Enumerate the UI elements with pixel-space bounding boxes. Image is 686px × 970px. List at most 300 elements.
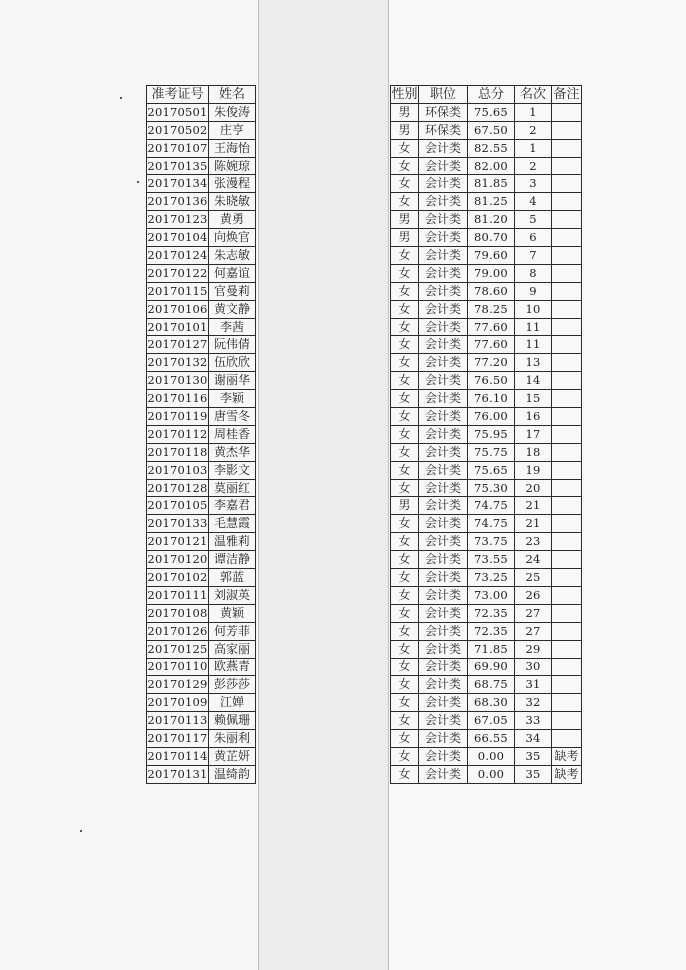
table-row [147,354,256,372]
cell-gender: 女 [391,443,419,461]
cell-rank: 17 [515,425,552,443]
cell-gender: 女 [391,569,419,587]
table-row [147,640,256,658]
cell-rank: 2 [515,121,552,139]
cell-exam-id: 20170104 [147,229,209,247]
table-row [147,408,256,426]
cell-exam-id: 20170121 [147,533,209,551]
cell-position: 会计类 [419,747,468,765]
cell-gender: 女 [391,712,419,730]
table-row [147,765,256,783]
cell-position: 会计类 [419,175,468,193]
table-row [391,676,582,694]
cell-name: 赖佩珊 [209,712,256,730]
table-row [391,497,582,515]
cell-gender: 女 [391,408,419,426]
cell-rank: 31 [515,676,552,694]
cell-exam-id: 20170120 [147,551,209,569]
cell-exam-id: 20170111 [147,586,209,604]
cell-gender: 男 [391,103,419,121]
cell-rank: 20 [515,479,552,497]
cell-remarks [552,622,582,640]
cell-gender: 女 [391,282,419,300]
cell-remarks [552,390,582,408]
cell-gender: 女 [391,479,419,497]
cell-remarks [552,354,582,372]
table-row [147,586,256,604]
cell-name: 温绮韵 [209,765,256,783]
cell-position: 会计类 [419,336,468,354]
table-row [391,211,582,229]
cell-remarks [552,604,582,622]
cell-remarks [552,175,582,193]
table-row [147,515,256,533]
table-row [147,193,256,211]
table-row [391,694,582,712]
cell-position: 会计类 [419,193,468,211]
cell-gender: 女 [391,318,419,336]
table-row [147,747,256,765]
cell-rank: 34 [515,730,552,748]
cell-position: 会计类 [419,622,468,640]
table-row [147,211,256,229]
table-row [391,604,582,622]
cell-total-score: 78.60 [468,282,515,300]
cell-exam-id: 20170127 [147,336,209,354]
cell-gender: 女 [391,604,419,622]
table-header-row [391,86,582,104]
cell-gender: 女 [391,157,419,175]
cell-position: 会计类 [419,497,468,515]
cell-rank: 18 [515,443,552,461]
cell-total-score: 77.60 [468,336,515,354]
table-row [391,372,582,390]
cell-exam-id: 20170115 [147,282,209,300]
table-row [391,658,582,676]
cell-gender: 女 [391,354,419,372]
table-row [147,157,256,175]
cell-position: 会计类 [419,229,468,247]
cell-position: 会计类 [419,640,468,658]
table-row [391,408,582,426]
cell-remarks [552,247,582,265]
cell-remarks [552,658,582,676]
cell-name: 伍欣欣 [209,354,256,372]
table-row [391,640,582,658]
cell-name: 陈婉琼 [209,157,256,175]
cell-exam-id: 20170107 [147,139,209,157]
cell-total-score: 68.75 [468,676,515,694]
cell-total-score: 78.25 [468,300,515,318]
cell-rank: 32 [515,694,552,712]
cell-total-score: 82.00 [468,157,515,175]
cell-remarks: 缺考 [552,747,582,765]
cell-total-score: 75.30 [468,479,515,497]
cell-gender: 女 [391,139,419,157]
cell-position: 会计类 [419,569,468,587]
table-header-row [147,86,256,104]
table-row [147,282,256,300]
table-row [147,461,256,479]
cell-rank: 6 [515,229,552,247]
table-row [391,515,582,533]
cell-remarks [552,193,582,211]
cell-gender: 男 [391,497,419,515]
cell-remarks [552,497,582,515]
right-score-table [390,85,582,784]
cell-position: 会计类 [419,354,468,372]
cell-remarks [552,443,582,461]
table-row [147,551,256,569]
table-row [391,765,582,783]
cell-name: 张漫程 [209,175,256,193]
cell-remarks [552,139,582,157]
table-row [391,121,582,139]
cell-gender: 女 [391,747,419,765]
column-header-rank: 名次 [515,86,552,104]
cell-exam-id: 20170124 [147,247,209,265]
table-row [391,229,582,247]
table-row [147,121,256,139]
cell-exam-id: 20170130 [147,372,209,390]
cell-total-score: 77.60 [468,318,515,336]
cell-rank: 33 [515,712,552,730]
cell-exam-id: 20170126 [147,622,209,640]
table-row [391,336,582,354]
cell-rank: 5 [515,211,552,229]
cell-remarks [552,533,582,551]
cell-position: 会计类 [419,443,468,461]
cell-name: 朱俊涛 [209,103,256,121]
cell-rank: 35 [515,765,552,783]
table-row [391,247,582,265]
table-row [391,300,582,318]
table-row [391,103,582,121]
cell-name: 何嘉谊 [209,264,256,282]
table-row [147,658,256,676]
cell-name: 唐雪冬 [209,408,256,426]
table-row [391,139,582,157]
cell-name: 高家丽 [209,640,256,658]
cell-rank: 25 [515,569,552,587]
column-header-total-score: 总分 [468,86,515,104]
cell-remarks [552,551,582,569]
cell-total-score: 81.25 [468,193,515,211]
cell-remarks [552,479,582,497]
cell-name: 向焕官 [209,229,256,247]
scan-speck [80,830,82,832]
cell-remarks [552,229,582,247]
table-row [147,103,256,121]
cell-exam-id: 20170118 [147,443,209,461]
cell-name: 谭洁静 [209,551,256,569]
table-row [147,139,256,157]
cell-exam-id: 20170131 [147,765,209,783]
table-row [147,229,256,247]
cell-gender: 女 [391,247,419,265]
cell-position: 环保类 [419,121,468,139]
table-row [147,694,256,712]
table-row [147,390,256,408]
cell-gender: 男 [391,121,419,139]
cell-rank: 30 [515,658,552,676]
cell-exam-id: 20170128 [147,479,209,497]
cell-name: 阮伟倩 [209,336,256,354]
cell-total-score: 73.00 [468,586,515,604]
cell-name: 温雅莉 [209,533,256,551]
table-row [391,282,582,300]
cell-remarks [552,569,582,587]
cell-name: 朱晓敏 [209,193,256,211]
column-header-gender: 性别 [391,86,418,102]
cell-total-score: 82.55 [468,139,515,157]
cell-total-score: 77.20 [468,354,515,372]
cell-exam-id: 20170113 [147,712,209,730]
cell-total-score: 79.60 [468,247,515,265]
table-row [391,712,582,730]
table-row [147,479,256,497]
cell-name: 黄文静 [209,300,256,318]
cell-total-score: 81.85 [468,175,515,193]
cell-rank: 16 [515,408,552,426]
cell-gender: 女 [391,390,419,408]
cell-total-score: 69.90 [468,658,515,676]
cell-remarks [552,121,582,139]
scan-speck [120,97,122,99]
cell-exam-id: 20170106 [147,300,209,318]
cell-name: 王海怡 [209,139,256,157]
table-row [391,622,582,640]
cell-total-score: 66.55 [468,730,515,748]
cell-exam-id: 20170110 [147,658,209,676]
cell-total-score: 0.00 [468,765,515,783]
table-row [147,443,256,461]
cell-rank: 27 [515,604,552,622]
cell-name: 谢丽华 [209,372,256,390]
cell-rank: 9 [515,282,552,300]
cell-total-score: 73.25 [468,569,515,587]
page-edge-left [258,0,259,970]
cell-remarks [552,586,582,604]
cell-exam-id: 20170501 [147,103,209,121]
cell-total-score: 76.10 [468,390,515,408]
cell-name: 郭蓝 [209,569,256,587]
column-header-remarks: 备注 [553,86,580,102]
cell-rank: 35 [515,747,552,765]
cell-exam-id: 20170502 [147,121,209,139]
column-header-exam-id: 准考证号 [147,86,209,104]
table-row [147,247,256,265]
cell-gender: 女 [391,300,419,318]
cell-total-score: 67.50 [468,121,515,139]
cell-name: 黄颖 [209,604,256,622]
cell-rank: 11 [515,336,552,354]
cell-name: 黄芷妍 [209,747,256,765]
table-row [391,390,582,408]
cell-exam-id: 20170102 [147,569,209,587]
cell-position: 会计类 [419,604,468,622]
cell-remarks [552,157,582,175]
cell-total-score: 72.35 [468,604,515,622]
cell-rank: 1 [515,103,552,121]
cell-position: 会计类 [419,372,468,390]
cell-position: 会计类 [419,676,468,694]
cell-exam-id: 20170129 [147,676,209,694]
cell-total-score: 0.00 [468,747,515,765]
table-row [391,461,582,479]
cell-gender: 女 [391,336,419,354]
cell-position: 会计类 [419,551,468,569]
cell-remarks [552,461,582,479]
cell-name: 李茜 [209,318,256,336]
table-row [391,747,582,765]
cell-position: 会计类 [419,425,468,443]
cell-total-score: 75.75 [468,443,515,461]
cell-rank: 11 [515,318,552,336]
cell-exam-id: 20170116 [147,390,209,408]
cell-exam-id: 20170125 [147,640,209,658]
table-row [391,479,582,497]
cell-position: 会计类 [419,390,468,408]
cell-remarks [552,318,582,336]
cell-gender: 女 [391,533,419,551]
cell-rank: 19 [515,461,552,479]
cell-name: 周桂香 [209,425,256,443]
cell-exam-id: 20170114 [147,747,209,765]
column-header-name: 姓名 [209,86,256,104]
table-row [147,676,256,694]
scan-speck [137,181,139,183]
table-row [391,354,582,372]
table-row [391,157,582,175]
cell-exam-id: 20170101 [147,318,209,336]
cell-rank: 23 [515,533,552,551]
cell-name: 黄勇 [209,211,256,229]
table-row [147,336,256,354]
cell-exam-id: 20170108 [147,604,209,622]
cell-position: 会计类 [419,300,468,318]
table-row [147,533,256,551]
cell-exam-id: 20170109 [147,694,209,712]
cell-rank: 1 [515,139,552,157]
cell-rank: 3 [515,175,552,193]
cell-remarks [552,408,582,426]
cell-rank: 15 [515,390,552,408]
cell-name: 朱志敏 [209,247,256,265]
table-row [147,569,256,587]
cell-total-score: 73.55 [468,551,515,569]
cell-exam-id: 20170123 [147,211,209,229]
cell-position: 会计类 [419,533,468,551]
cell-total-score: 75.95 [468,425,515,443]
cell-gender: 女 [391,193,419,211]
cell-position: 会计类 [419,515,468,533]
table-row [391,569,582,587]
cell-name: 庄亨 [209,121,256,139]
cell-gender: 女 [391,175,419,193]
cell-rank: 4 [515,193,552,211]
cell-gender: 女 [391,765,419,783]
cell-rank: 14 [515,372,552,390]
cell-remarks [552,515,582,533]
cell-total-score: 68.30 [468,694,515,712]
table-row [147,425,256,443]
table-row [391,175,582,193]
cell-position: 会计类 [419,712,468,730]
table-row [391,551,582,569]
cell-position: 会计类 [419,461,468,479]
cell-name: 黄杰华 [209,443,256,461]
cell-remarks [552,640,582,658]
cell-rank: 21 [515,515,552,533]
cell-name: 江婵 [209,694,256,712]
cell-position: 会计类 [419,318,468,336]
table-row [391,425,582,443]
cell-total-score: 80.70 [468,229,515,247]
cell-position: 会计类 [419,479,468,497]
column-header-position: 职位 [419,86,468,104]
page-edge-right [388,0,389,970]
cell-rank: 2 [515,157,552,175]
cell-total-score: 75.65 [468,461,515,479]
table-row [147,300,256,318]
cell-remarks [552,264,582,282]
left-score-table [146,85,256,784]
cell-total-score: 75.65 [468,103,515,121]
table-row [391,586,582,604]
cell-total-score: 74.75 [468,515,515,533]
cell-remarks [552,730,582,748]
cell-gender: 女 [391,694,419,712]
cell-total-score: 76.00 [468,408,515,426]
cell-total-score: 76.50 [468,372,515,390]
cell-rank: 8 [515,264,552,282]
table-row [147,372,256,390]
table-row [391,318,582,336]
cell-gender: 男 [391,211,419,229]
table-row [147,175,256,193]
cell-gender: 女 [391,676,419,694]
cell-remarks [552,712,582,730]
cell-total-score: 74.75 [468,497,515,515]
cell-name: 莫丽红 [209,479,256,497]
cell-gender: 女 [391,425,419,443]
cell-position: 会计类 [419,247,468,265]
cell-position: 会计类 [419,730,468,748]
cell-total-score: 79.00 [468,264,515,282]
cell-exam-id: 20170132 [147,354,209,372]
table-row [391,533,582,551]
cell-exam-id: 20170135 [147,157,209,175]
cell-gender: 女 [391,658,419,676]
table-row [147,318,256,336]
cell-name: 刘淑英 [209,586,256,604]
cell-gender: 女 [391,264,419,282]
cell-gender: 女 [391,515,419,533]
cell-remarks [552,300,582,318]
cell-remarks [552,336,582,354]
cell-gender: 男 [391,229,419,247]
table-row [391,730,582,748]
cell-rank: 21 [515,497,552,515]
cell-name: 官曼莉 [209,282,256,300]
cell-total-score: 81.20 [468,211,515,229]
table-row [147,604,256,622]
cell-exam-id: 20170133 [147,515,209,533]
cell-position: 会计类 [419,765,468,783]
cell-position: 会计类 [419,408,468,426]
table-row [391,443,582,461]
